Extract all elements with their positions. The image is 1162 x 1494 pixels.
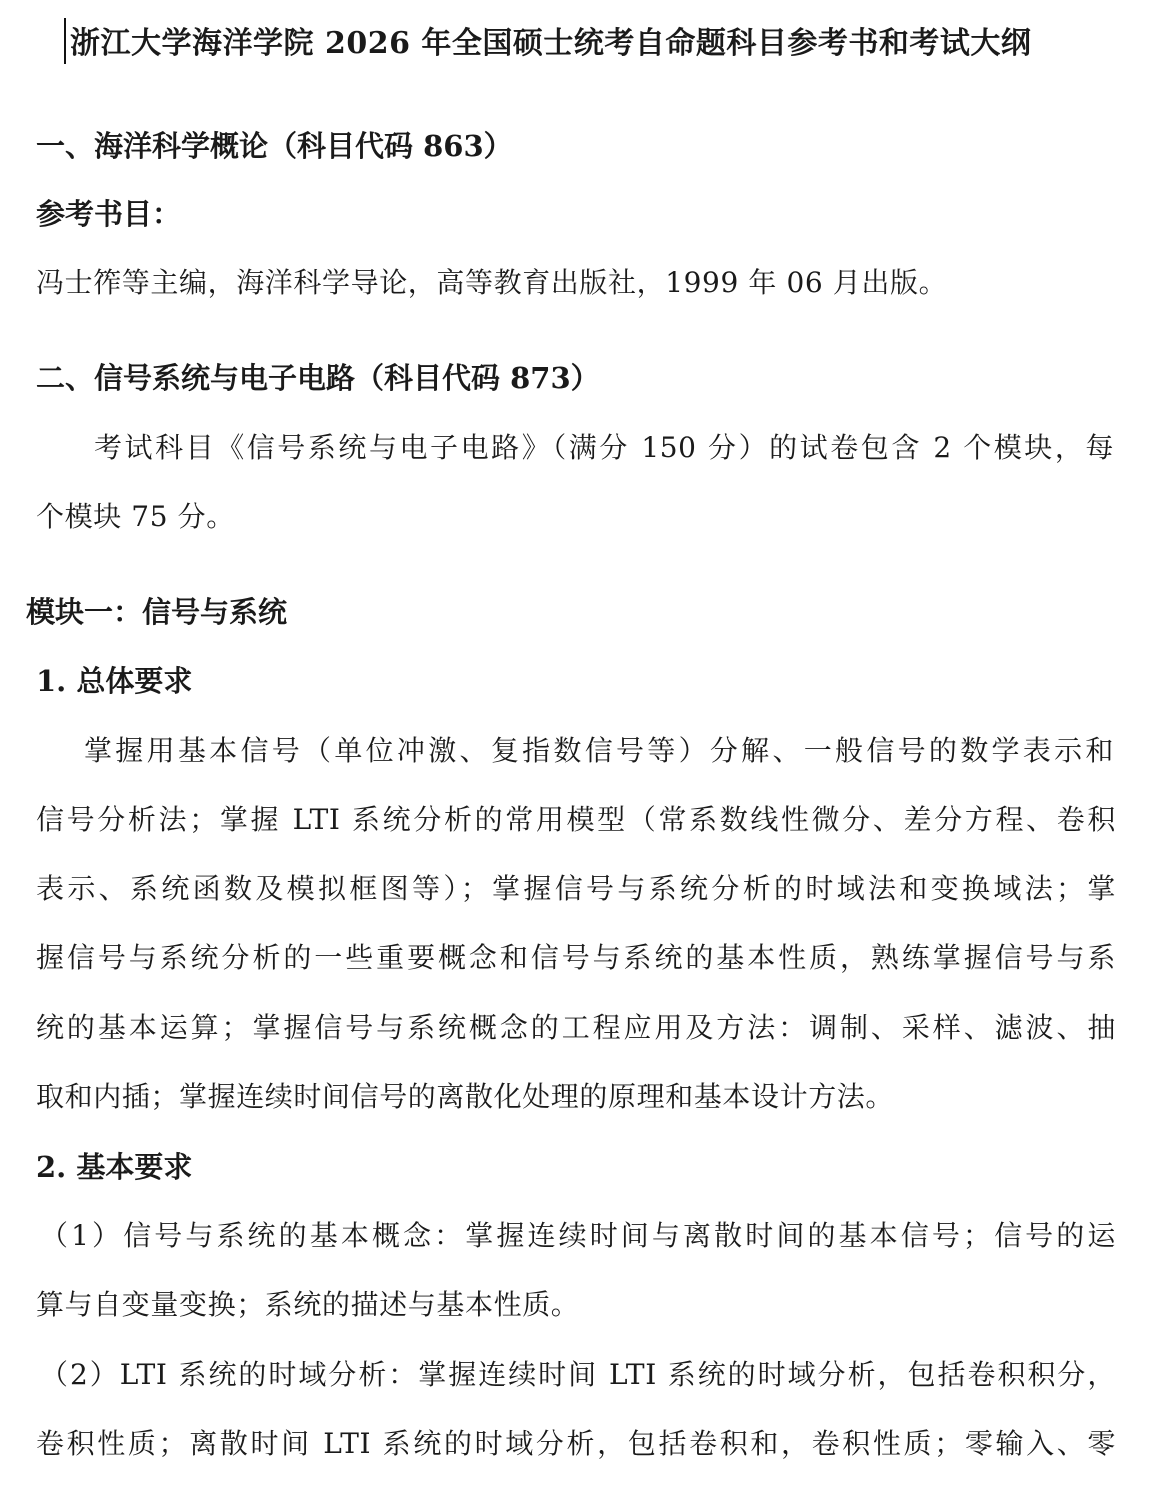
section-2-intro-line-1: 考试科目《信号系统与电子电路》（满分 150 分）的试卷包含 2 个模块，每 bbox=[94, 431, 1114, 464]
basic-requirement-item-2-line: 卷积性质；离散时间 LTI 系统的时域分析，包括卷积和，卷积性质；零输入、零 bbox=[36, 1427, 1116, 1460]
overall-requirements-line: 表示、系统函数及模拟框图等）；掌握信号与系统分析的时域法和变换域法；掌 bbox=[36, 872, 1116, 905]
basic-requirements-heading: 2. 基本要求 bbox=[36, 1150, 193, 1184]
overall-requirements-line: 取和内插；掌握连续时间信号的离散化处理的原理和基本设计方法。 bbox=[36, 1080, 895, 1113]
section-2-heading: 二、信号系统与电子电路（科目代码 873） bbox=[36, 361, 600, 395]
overall-requirements-heading: 1. 总体要求 bbox=[36, 664, 193, 698]
reference-label: 参考书目： bbox=[36, 197, 182, 231]
overall-requirements-line: 信号分析法；掌握 LTI 系统分析的常用模型（常系数线性微分、差分方程、卷积 bbox=[36, 803, 1116, 836]
basic-requirement-item-1-line: 算与自变量变换；系统的描述与基本性质。 bbox=[36, 1288, 580, 1321]
basic-requirement-item-2-line: （2）LTI 系统的时域分析：掌握连续时间 LTI 系统的时域分析，包括卷积积分， bbox=[40, 1358, 1116, 1391]
module-1-heading: 模块一：信号与系统 bbox=[26, 595, 288, 629]
overall-requirements-line: 掌握用基本信号（单位冲激、复指数信号等）分解、一般信号的数学表示和 bbox=[84, 734, 1114, 767]
section-1-heading: 一、海洋科学概论（科目代码 863） bbox=[36, 129, 513, 163]
overall-requirements-line: 握信号与系统分析的一些重要概念和信号与系统的基本性质，熟练掌握信号与系 bbox=[36, 941, 1116, 974]
overall-requirements-line: 统的基本运算；掌握信号与系统概念的工程应用及方法：调制、采样、滤波、抽 bbox=[36, 1011, 1116, 1044]
document-title: 浙江大学海洋学院 2026 年全国硕士统考自命题科目参考书和考试大纲 bbox=[70, 26, 1032, 61]
basic-requirement-item-1-line: （1）信号与系统的基本概念：掌握连续时间与离散时间的基本信号；信号的运 bbox=[40, 1219, 1116, 1252]
text-cursor bbox=[64, 18, 66, 64]
section-2-intro-line-2: 个模块 75 分。 bbox=[36, 500, 235, 533]
reference-text: 冯士筰等主编，海洋科学导论，高等教育出版社，1999 年 06 月出版。 bbox=[36, 266, 948, 299]
